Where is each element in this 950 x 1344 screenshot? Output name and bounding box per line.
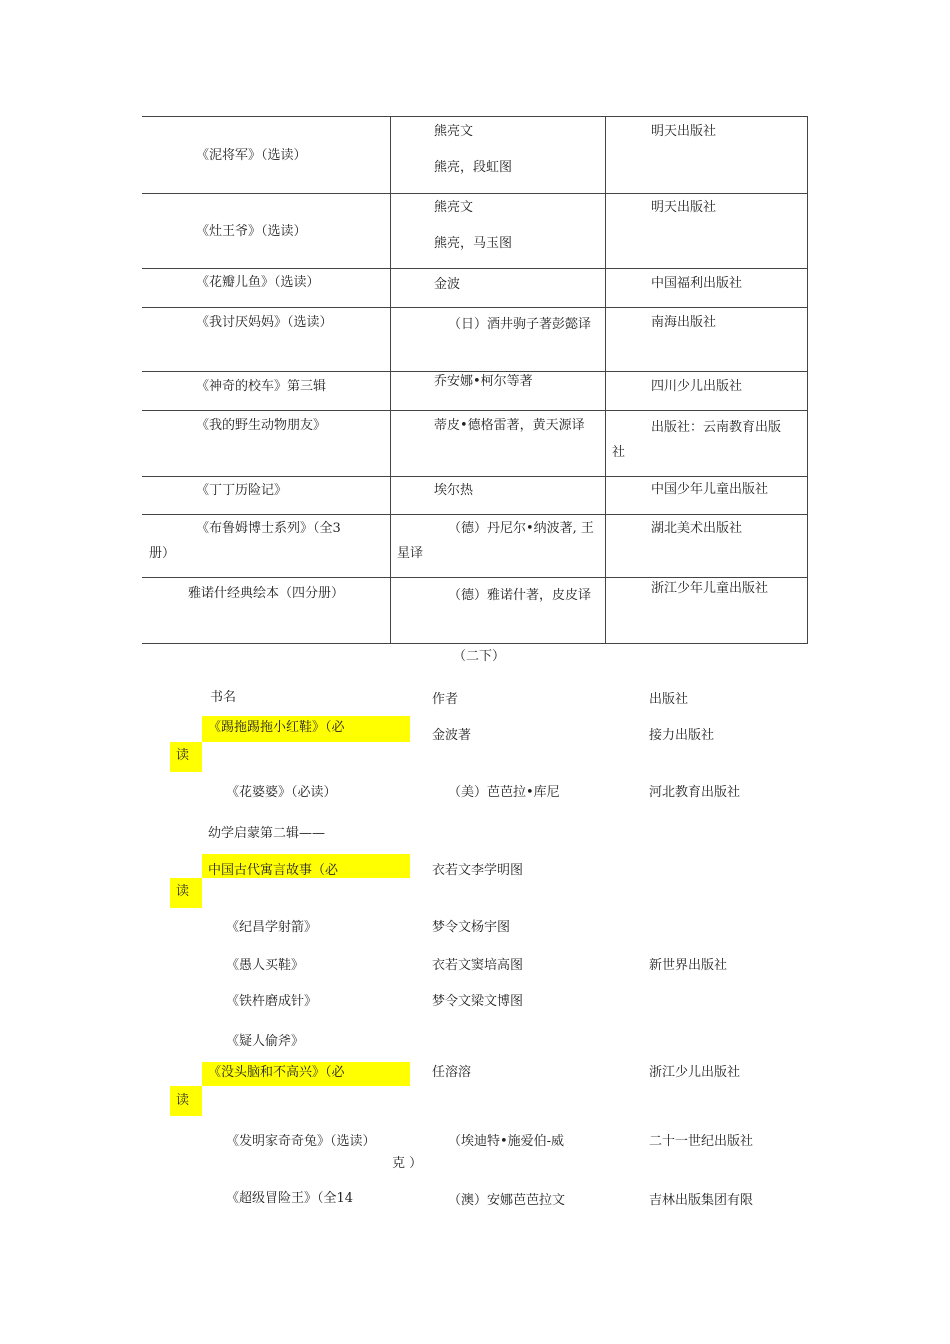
- table-border: [142, 643, 808, 644]
- book-author: 蒂皮•德格雷著，黄天源译: [434, 418, 585, 433]
- book-publisher: 南海出版社: [651, 315, 717, 330]
- book-publisher: 二十一世纪出版社: [649, 1134, 754, 1149]
- book-title: 《花瓣儿鱼》（选读）: [196, 275, 320, 290]
- book-author: 梦令文梁文博图: [432, 994, 524, 1009]
- book-title: 读: [176, 748, 190, 763]
- book-author: （德）丹尼尔•纳波著, 王: [448, 521, 594, 536]
- book-publisher: 四川少儿出版社: [651, 379, 743, 394]
- book-publisher: 吉林出版集团有限: [649, 1193, 754, 1208]
- table-border: [390, 116, 391, 643]
- book-publisher: 中国少年儿童出版社: [651, 482, 769, 497]
- book-publisher: 新世界出版社: [649, 958, 728, 973]
- book-publisher: 明天出版社: [651, 200, 717, 215]
- book-title: 中国古代寓言故事（必: [208, 863, 339, 878]
- book-title: 读: [176, 884, 190, 899]
- table-border: [807, 116, 808, 643]
- table-border: [142, 371, 808, 372]
- book-publisher: 出版社：云南教育出版: [651, 420, 782, 435]
- book-title: 《纪昌学射箭》: [226, 920, 318, 935]
- book-author: （日）酒井驹子著彭懿译: [448, 317, 592, 332]
- book-title: 雅诺什经典绘本（四分册）: [188, 586, 345, 601]
- book-title: 《愚人买鞋》: [226, 958, 305, 973]
- book-publisher: 明天出版社: [651, 124, 717, 139]
- book-title: 《超级冒险王》（全14: [226, 1191, 354, 1206]
- book-author: 梦令文杨宇图: [432, 920, 511, 935]
- book-title: 读: [176, 1093, 190, 1108]
- book-title: 册）: [149, 546, 176, 561]
- table-border: [142, 268, 808, 269]
- book-title: 《疑人偷斧》: [226, 1034, 305, 1049]
- book-title: 《神奇的校车》第三辑: [196, 379, 327, 394]
- book-publisher: 社: [612, 445, 626, 460]
- book-publisher: 中国福利出版社: [651, 276, 743, 291]
- column-header-publisher: 出版社: [649, 692, 689, 707]
- table-border: [142, 476, 808, 477]
- book-author: （美）芭芭拉•库尼: [448, 785, 560, 800]
- book-title: 《没头脑和不高兴》（必: [208, 1065, 345, 1080]
- book-author: 熊亮文: [434, 124, 474, 139]
- book-title: 《灶王爷》（选读）: [196, 224, 307, 239]
- column-header-author: 作者: [432, 692, 459, 707]
- column-header-title: 书名: [210, 690, 237, 705]
- book-title: 《我讨厌妈妈》（选读）: [196, 315, 333, 330]
- book-title: 《发明家奇奇兔》（选读）: [226, 1134, 376, 1149]
- book-author: 任溶溶: [432, 1065, 472, 1080]
- book-author: 埃尔热: [434, 483, 474, 498]
- book-title: 《布鲁姆博士系列》（全3: [196, 521, 341, 536]
- book-title: 《花婆婆》（必读）: [226, 785, 337, 800]
- table-border: [142, 307, 808, 308]
- book-author: 衣若文李学明图: [432, 863, 524, 878]
- book-author: （德）雅诺什著，皮皮译: [448, 588, 592, 603]
- book-author: （埃迪特•施爱伯-威: [448, 1134, 565, 1149]
- book-author: 熊亮文: [434, 200, 474, 215]
- book-publisher: 河北教育出版社: [649, 785, 741, 800]
- book-title: 《丁丁历险记》: [196, 483, 288, 498]
- book-title: 《我的野生动物朋友》: [196, 418, 327, 433]
- book-author: 衣若文窦培高图: [432, 958, 524, 973]
- book-title: 《踢拖踢拖小红鞋》（必: [208, 720, 345, 735]
- table-border: [142, 514, 808, 515]
- book-title: 《泥将军》（选读）: [196, 148, 307, 163]
- book-author: 星译: [397, 546, 424, 561]
- book-publisher: 浙江少年儿童出版社: [651, 581, 769, 596]
- book-author: （澳）安娜芭芭拉文: [448, 1193, 566, 1208]
- section-heading: （二下）: [453, 649, 506, 664]
- table-border: [142, 193, 808, 194]
- table-border: [605, 116, 606, 643]
- book-author: 金波著: [432, 728, 472, 743]
- book-title: 《铁杵磨成针》: [226, 994, 318, 1009]
- book-author: 熊亮，段虹图: [434, 160, 513, 175]
- book-publisher: 浙江少儿出版社: [649, 1065, 741, 1080]
- table-border: [142, 116, 808, 117]
- book-author: 金波: [434, 277, 461, 292]
- table-border: [142, 410, 808, 411]
- book-publisher: 接力出版社: [649, 728, 715, 743]
- book-publisher: 湖北美术出版社: [651, 521, 743, 536]
- table-border: [142, 577, 808, 578]
- book-author: 乔安娜•柯尔等著: [434, 374, 533, 389]
- book-author: 克 ）: [392, 1156, 423, 1171]
- book-title: 幼学启蒙第二辑——: [208, 826, 326, 841]
- book-author: 熊亮，马玉图: [434, 236, 513, 251]
